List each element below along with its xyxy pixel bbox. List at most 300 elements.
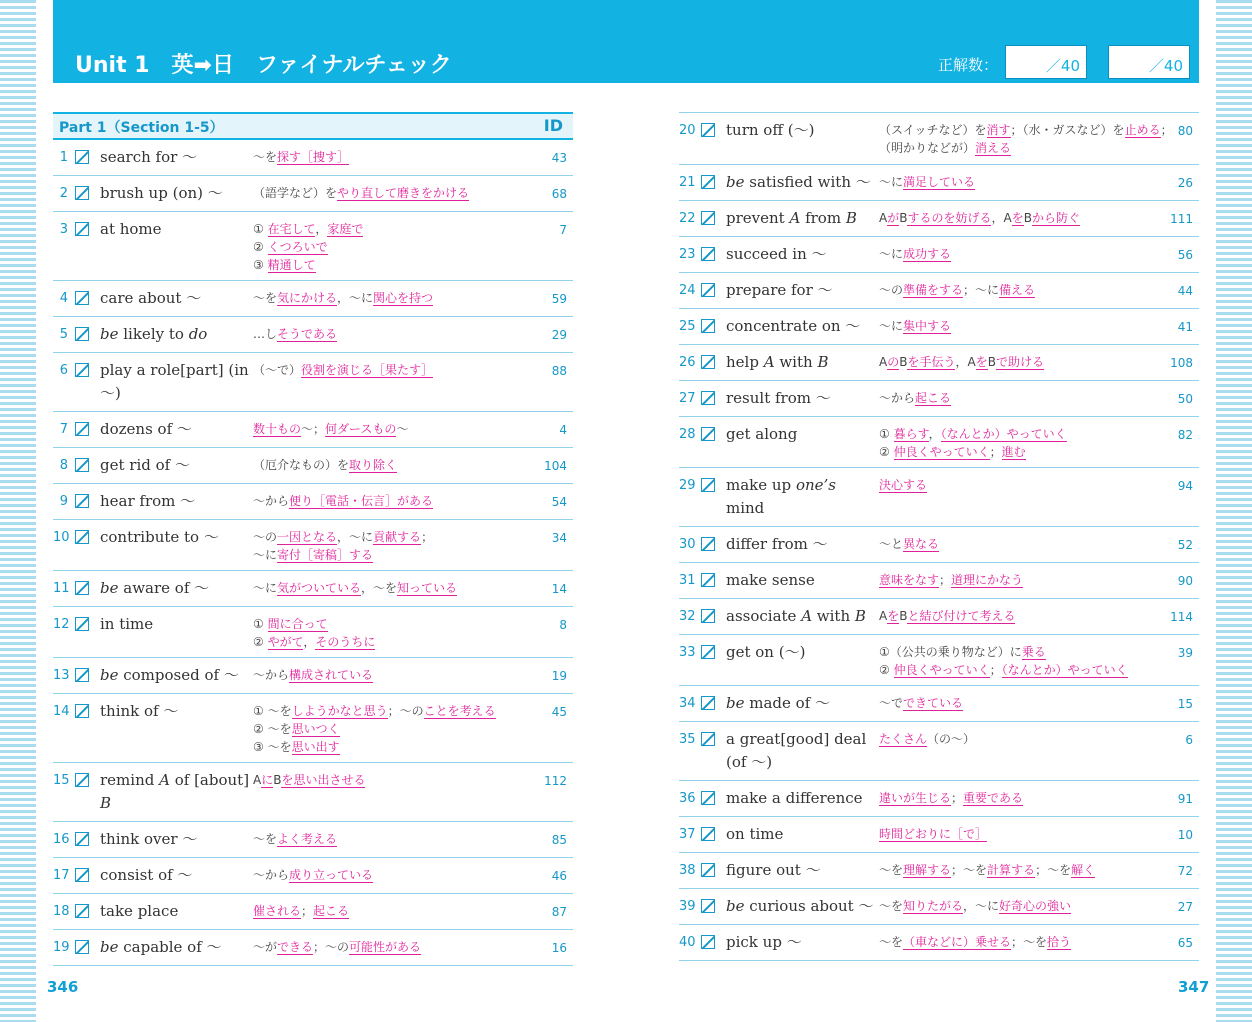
answer-text: 理解する [903, 863, 952, 877]
english-phrase: get along [726, 425, 798, 443]
japanese-meaning: 違いが生じる；重要である [879, 791, 1024, 805]
checkbox-icon[interactable] [75, 868, 89, 882]
part-title: Part 1（Section 1-5） [59, 120, 224, 136]
unit-header-banner [53, 0, 1199, 83]
japanese-meaning: たくさん（の〜） [879, 732, 976, 746]
checkbox-icon[interactable] [701, 319, 715, 333]
english-phrase: associate A with B [726, 607, 866, 625]
checkbox-icon[interactable] [701, 863, 715, 877]
checkbox-icon[interactable] [701, 827, 715, 841]
entry-id: 52 [1177, 538, 1193, 552]
item-number: 22 [679, 211, 696, 226]
answer-text: 役割を演じる［果たす］ [301, 363, 434, 377]
japanese-meaning: ① 間に合って ② やがて，そのうちに [253, 617, 376, 649]
item-number: 32 [679, 609, 696, 624]
answer-text: 乗る [1021, 645, 1046, 659]
answer-text: 思いつく [291, 722, 340, 736]
answer-text: 間に合って [267, 617, 328, 631]
answer-text: できる [277, 940, 314, 954]
item-number: 36 [679, 791, 696, 806]
japanese-meaning: 〜をよく考える [253, 832, 338, 846]
answer-text: 進む [1001, 445, 1026, 459]
vocab-row [679, 889, 1199, 925]
answer-text: 決心する [879, 478, 928, 492]
answer-text: を手伝う [907, 355, 956, 369]
japanese-meaning: 〜に成功する [879, 247, 952, 261]
japanese-meaning: AのBを手伝う，AをBで助ける [879, 355, 1044, 369]
answer-text: を [1011, 211, 1024, 225]
japanese-meaning: ① 暮らす，（なんとか）やっていく ② 仲良くやっていく；進む [879, 427, 1067, 459]
answer-text: 精通して [267, 258, 316, 272]
entry-id: 43 [551, 151, 567, 165]
japanese-meaning: ① 〜をしようかなと思う；〜のことを考える ② 〜を思いつく ③ 〜を思い出す [253, 704, 496, 754]
japanese-meaning: 〜から構成されている [253, 668, 374, 682]
answer-text: 拾う [1047, 935, 1072, 949]
english-phrase: concentrate on 〜 [726, 317, 861, 335]
answer-text: たくさん [879, 732, 928, 746]
vocab-row [53, 353, 573, 412]
answer-text: 在宅して [267, 222, 316, 236]
answer-text: 仲良くやっていく [893, 663, 990, 677]
answer-text: に [261, 773, 274, 787]
item-number: 7 [59, 422, 68, 437]
answer-text: 取り除く [349, 458, 398, 472]
japanese-meaning: ① 在宅して，家庭で ② くつろいで ③ 精通して [253, 222, 364, 272]
vocab-row [53, 571, 573, 607]
item-number: 17 [53, 868, 70, 883]
answer-text: 暮らす [893, 427, 929, 441]
checkbox-icon[interactable] [75, 327, 89, 341]
entry-id: 91 [1177, 792, 1193, 806]
checkbox-icon[interactable] [701, 935, 715, 949]
item-number: 39 [679, 899, 696, 914]
vocab-row [53, 448, 573, 484]
answer-text: 集中する [903, 319, 952, 333]
entry-id: 39 [1177, 646, 1193, 660]
answer-text: 意味をなす [879, 573, 940, 587]
checkbox-icon[interactable] [701, 283, 715, 297]
entry-id: 65 [1177, 936, 1193, 950]
japanese-meaning: （〜で）役割を演じる［果たす］ [253, 363, 434, 377]
entry-id: 7 [559, 223, 567, 237]
answer-text: 成り立っている [289, 868, 374, 882]
vocab-row [679, 563, 1199, 599]
item-number: 3 [59, 222, 68, 237]
vocab-row [53, 694, 573, 763]
vocab-row [53, 930, 573, 966]
english-phrase: a great[good] deal (of 〜) [726, 730, 867, 771]
checkbox-icon[interactable] [75, 668, 89, 682]
vocab-row [53, 763, 573, 822]
item-number: 38 [679, 863, 696, 878]
answer-text: が [887, 211, 900, 225]
answer-text: そのうちに [315, 635, 376, 649]
entry-id: 68 [551, 187, 567, 201]
checkbox-icon[interactable] [75, 150, 89, 164]
answer-text: の [887, 355, 900, 369]
checkbox-icon[interactable] [75, 494, 89, 508]
english-phrase: get on (〜) [726, 643, 806, 661]
checkbox-icon[interactable] [75, 904, 89, 918]
checkbox-icon[interactable] [701, 732, 715, 746]
answer-text: 可能性がある [349, 940, 422, 954]
item-number: 15 [53, 773, 70, 788]
answer-text: よく考える [277, 832, 338, 846]
japanese-meaning: AをBと結び付けて考える [879, 609, 1016, 623]
checkbox-icon[interactable] [701, 609, 715, 623]
japanese-meaning: （語学など）をやり直して磨きをかける [253, 186, 470, 200]
entry-id: 111 [1170, 212, 1193, 226]
japanese-meaning: 〜の準備をする；〜に備える [879, 283, 1036, 297]
japanese-meaning: 〜を理解する；〜を計算する；〜を解く [879, 863, 1096, 877]
answer-text: 計算する [987, 863, 1036, 877]
checkbox-icon[interactable] [701, 478, 715, 492]
item-number: 1 [59, 150, 68, 165]
page-number-right: 347 [1178, 978, 1210, 996]
checkbox-icon[interactable] [701, 696, 715, 710]
entry-id: 80 [1177, 124, 1193, 138]
japanese-meaning: 〜から成り立っている [253, 868, 374, 882]
item-number: 2 [59, 186, 68, 201]
left-page [53, 112, 573, 966]
answer-text: 好奇心の強い [999, 899, 1072, 913]
english-phrase: be curious about 〜 [726, 897, 874, 915]
answer-text: 数十もの [253, 422, 302, 436]
entry-id: 112 [544, 774, 567, 788]
checkbox-icon[interactable] [75, 291, 89, 305]
english-phrase: differ from 〜 [726, 535, 828, 553]
checkbox-icon[interactable] [701, 573, 715, 587]
checkbox-icon[interactable] [701, 537, 715, 551]
answer-text: 仲良くやっていく [893, 445, 990, 459]
english-phrase: be composed of 〜 [100, 666, 239, 684]
score-box-2[interactable] [1108, 45, 1190, 79]
vocab-row [53, 412, 573, 448]
japanese-meaning: 〜を（車などに）乗せる；〜を拾う [879, 935, 1072, 949]
english-phrase: consist of 〜 [100, 866, 193, 884]
english-phrase: think of 〜 [100, 702, 179, 720]
vocab-row [679, 165, 1199, 201]
part-header [53, 112, 573, 140]
japanese-meaning: 〜と異なる [879, 537, 940, 551]
answer-text: （車などに）乗せる [903, 935, 1012, 949]
checkbox-icon[interactable] [75, 832, 89, 846]
item-number: 11 [53, 581, 70, 596]
item-number: 25 [679, 319, 696, 334]
answer-text: 止める [1124, 123, 1161, 137]
answer-text: 探す［捜す］ [277, 150, 350, 164]
entry-id: 88 [551, 364, 567, 378]
item-number: 19 [53, 940, 70, 955]
vocab-row [53, 894, 573, 930]
answer-text: 貢献する [373, 530, 422, 544]
vocab-row [679, 781, 1199, 817]
vocab-row [53, 822, 573, 858]
english-phrase: on time [726, 825, 784, 843]
japanese-meaning: 〜でできている [879, 696, 964, 710]
japanese-meaning: 〜に集中する [879, 319, 952, 333]
vocab-row [679, 599, 1199, 635]
english-phrase: pick up 〜 [726, 933, 802, 951]
vocab-row [679, 417, 1199, 468]
answer-text: 重要である [963, 791, 1024, 805]
english-phrase: prepare for 〜 [726, 281, 833, 299]
entry-id: 44 [1177, 284, 1193, 298]
entry-id: 14 [551, 582, 567, 596]
vocab-row [53, 520, 573, 571]
vocab-row [679, 345, 1199, 381]
answer-text: （なんとか）やっていく [1001, 663, 1128, 677]
entry-id: 94 [1177, 479, 1193, 493]
english-phrase: be capable of 〜 [100, 938, 222, 956]
vocab-row [679, 201, 1199, 237]
japanese-meaning: 〜に満足している [879, 175, 976, 189]
vocab-row [679, 237, 1199, 273]
checkbox-icon[interactable] [75, 530, 89, 544]
checkbox-icon[interactable] [701, 247, 715, 261]
english-phrase: result from 〜 [726, 389, 831, 407]
english-phrase: at home [100, 220, 162, 238]
answer-text: 構成されている [289, 668, 374, 682]
japanese-meaning: 〜ができる；〜の可能性がある [253, 940, 422, 954]
japanese-meaning: 数十もの〜；何ダースもの〜 [253, 422, 409, 436]
checkbox-icon[interactable] [701, 355, 715, 369]
checkbox-icon[interactable] [75, 422, 89, 436]
answer-text: 備える [999, 283, 1036, 297]
item-number: 6 [59, 363, 68, 378]
answer-text: 何ダースもの [325, 422, 397, 436]
checkbox-icon[interactable] [701, 391, 715, 405]
left-entry-list [53, 140, 573, 966]
answer-text: 寄付［寄稿］する [277, 548, 374, 562]
checkbox-icon[interactable] [701, 175, 715, 189]
english-phrase: take place [100, 902, 179, 920]
english-phrase: succeed in 〜 [726, 245, 827, 263]
answer-text: 気にかける [277, 291, 338, 305]
english-phrase: contribute to 〜 [100, 528, 219, 546]
english-phrase: search for 〜 [100, 148, 198, 166]
entry-id: 46 [551, 869, 567, 883]
item-number: 10 [53, 530, 70, 545]
vocab-row [679, 925, 1199, 961]
item-number: 20 [679, 123, 696, 138]
answer-text: と結び付けて考える [907, 609, 1016, 623]
english-phrase: dozens of 〜 [100, 420, 192, 438]
vocab-row [679, 635, 1199, 686]
english-phrase: figure out 〜 [726, 861, 821, 879]
answer-text: 違いが生じる [879, 791, 952, 805]
answer-text: で助ける [995, 355, 1044, 369]
item-number: 9 [59, 494, 68, 509]
right-page [679, 112, 1199, 961]
answer-text: 一因となる [277, 530, 338, 544]
answer-text: しようかなと思う [291, 704, 388, 718]
id-column-header: ID [543, 116, 563, 135]
answer-text: 準備をする [903, 283, 964, 297]
vocab-row [53, 212, 573, 281]
item-number: 26 [679, 355, 696, 370]
answer-text: 関心を持つ [373, 291, 434, 305]
japanese-meaning [879, 825, 1164, 843]
checkbox-icon[interactable] [701, 791, 715, 805]
answer-text: を思い出させる [281, 773, 366, 787]
answer-text: やがて [267, 635, 304, 649]
checkbox-icon[interactable] [75, 363, 89, 377]
answer-text: できている [903, 696, 964, 710]
entry-id: 104 [544, 459, 567, 473]
entry-id: 82 [1177, 428, 1193, 442]
item-number: 30 [679, 537, 696, 552]
vocab-row [679, 381, 1199, 417]
entry-id: 8 [559, 618, 567, 632]
checkbox-icon[interactable] [75, 704, 89, 718]
checkbox-icon[interactable] [75, 458, 89, 472]
vocab-row [679, 113, 1199, 165]
answer-text: 起こる [915, 391, 952, 405]
item-number: 34 [679, 696, 696, 711]
answer-text: 解く [1071, 863, 1096, 877]
entry-id: 72 [1177, 864, 1193, 878]
item-number: 29 [679, 478, 696, 493]
item-number: 28 [679, 427, 696, 442]
item-number: 16 [53, 832, 70, 847]
checkbox-icon[interactable] [701, 123, 715, 137]
english-phrase: be satisfied with 〜 [726, 173, 871, 191]
english-phrase: make a difference [726, 789, 863, 807]
entry-id: 59 [551, 292, 567, 306]
entry-id: 45 [551, 705, 567, 719]
entry-id: 50 [1177, 392, 1193, 406]
answer-text: 成功する [903, 247, 952, 261]
entry-id: 15 [1177, 697, 1193, 711]
answer-text: ことを考える [423, 704, 496, 718]
entry-id: 29 [551, 328, 567, 342]
entry-id: 16 [551, 941, 567, 955]
score-label: 正解数： [938, 56, 999, 74]
english-phrase: think over 〜 [100, 830, 198, 848]
vocab-row [679, 527, 1199, 563]
checkbox-icon[interactable] [75, 222, 89, 236]
vocab-row [53, 176, 573, 212]
answer-text: 家庭で [327, 222, 364, 236]
checkbox-icon[interactable] [701, 427, 715, 441]
vocab-row [53, 317, 573, 353]
english-phrase: get rid of 〜 [100, 456, 190, 474]
vocab-row [53, 858, 573, 894]
entry-id: 4 [559, 423, 567, 437]
answer-text: 知りたがる [903, 899, 964, 913]
item-number: 24 [679, 283, 696, 298]
english-phrase: remind A of [about] B [100, 771, 250, 812]
entry-id: 6 [1185, 733, 1193, 747]
japanese-meaning: ①（公共の乗り物など）に乗る ② 仲良くやっていく；（なんとか）やっていく [879, 645, 1128, 677]
english-phrase: be made of 〜 [726, 694, 831, 712]
english-phrase: play a role[part] (in 〜) [100, 361, 249, 402]
checkbox-icon[interactable] [75, 186, 89, 200]
entry-id: 54 [551, 495, 567, 509]
answer-text: 催される [253, 904, 302, 918]
japanese-meaning: 〜を気にかける，〜に関心を持つ [253, 291, 434, 305]
answer-text: するのを妨げる [907, 211, 992, 225]
answer-text: そうである [277, 327, 338, 341]
english-phrase: help A with B [726, 353, 829, 371]
answer-text: くつろいで [267, 240, 328, 254]
answer-text: を [975, 355, 988, 369]
japanese-meaning: 〜に気がついている，〜を知っている [253, 581, 458, 595]
vocab-row [679, 686, 1199, 722]
right-decorative-stripes [1216, 0, 1252, 1022]
answer-text: 思い出す [291, 740, 340, 754]
item-number: 5 [59, 327, 68, 342]
answer-text: 便り［電話・伝言］がある [289, 494, 434, 508]
entry-id: 27 [1177, 900, 1193, 914]
page-number-left: 346 [47, 978, 79, 996]
score-box-1[interactable] [1005, 45, 1087, 79]
vocab-row [679, 817, 1199, 853]
checkbox-icon[interactable] [701, 899, 715, 913]
item-number: 4 [59, 291, 68, 306]
english-phrase: brush up (on) 〜 [100, 184, 223, 202]
entry-id: 87 [551, 905, 567, 919]
checkbox-icon[interactable] [75, 617, 89, 631]
english-phrase: make sense [726, 571, 815, 589]
checkbox-icon[interactable] [75, 773, 89, 787]
answer-text: （なんとか）やっていく [940, 427, 1067, 441]
answer-text: を [887, 609, 900, 623]
vocab-row [679, 468, 1199, 527]
japanese-meaning: …しそうである [253, 327, 338, 341]
entry-id: 114 [1170, 610, 1193, 624]
english-phrase: care about 〜 [100, 289, 202, 307]
answer-text: 満足している [903, 175, 976, 189]
checkbox-icon[interactable] [701, 211, 715, 225]
item-number: 40 [679, 935, 696, 950]
unit-title: Unit 1 英➡日 ファイナルチェック [75, 53, 452, 78]
english-phrase: be likely to do [100, 325, 208, 343]
answer-text: 起こる [313, 904, 350, 918]
answer-text: 気がついている [277, 581, 362, 595]
entry-id: 34 [551, 531, 567, 545]
item-number: 21 [679, 175, 696, 190]
japanese-meaning: （厄介なもの）を取り除く [253, 458, 398, 472]
item-number: 33 [679, 645, 696, 660]
vocab-row [679, 853, 1199, 889]
vocab-row [679, 273, 1199, 309]
checkbox-icon[interactable] [75, 940, 89, 954]
answer-text: やり直して磨きをかける [337, 186, 470, 200]
japanese-meaning [879, 476, 1164, 494]
item-number: 31 [679, 573, 696, 588]
japanese-meaning: 意味をなす；道理にかなう [879, 573, 1024, 587]
entry-id: 90 [1177, 574, 1193, 588]
entry-id: 85 [551, 833, 567, 847]
item-number: 27 [679, 391, 696, 406]
answer-text: から防ぐ [1031, 211, 1080, 225]
score-total-1: ／40 [1045, 57, 1080, 75]
english-phrase: make up one’s mind [726, 476, 836, 517]
left-decorative-stripes [0, 0, 36, 1022]
japanese-meaning: 〜から起こる [879, 391, 952, 405]
entry-id: 19 [551, 669, 567, 683]
checkbox-icon[interactable] [75, 581, 89, 595]
vocab-row [679, 722, 1199, 781]
japanese-meaning: 〜を知りたがる，〜に好奇心の強い [879, 899, 1072, 913]
checkbox-icon[interactable] [701, 645, 715, 659]
vocab-row [53, 607, 573, 658]
japanese-meaning: 〜の一因となる，〜に貢献する； 〜に寄付［寄稿］する [253, 530, 434, 562]
answer-text: 時間どおりに［で］ [879, 827, 988, 841]
vocab-row [53, 281, 573, 317]
